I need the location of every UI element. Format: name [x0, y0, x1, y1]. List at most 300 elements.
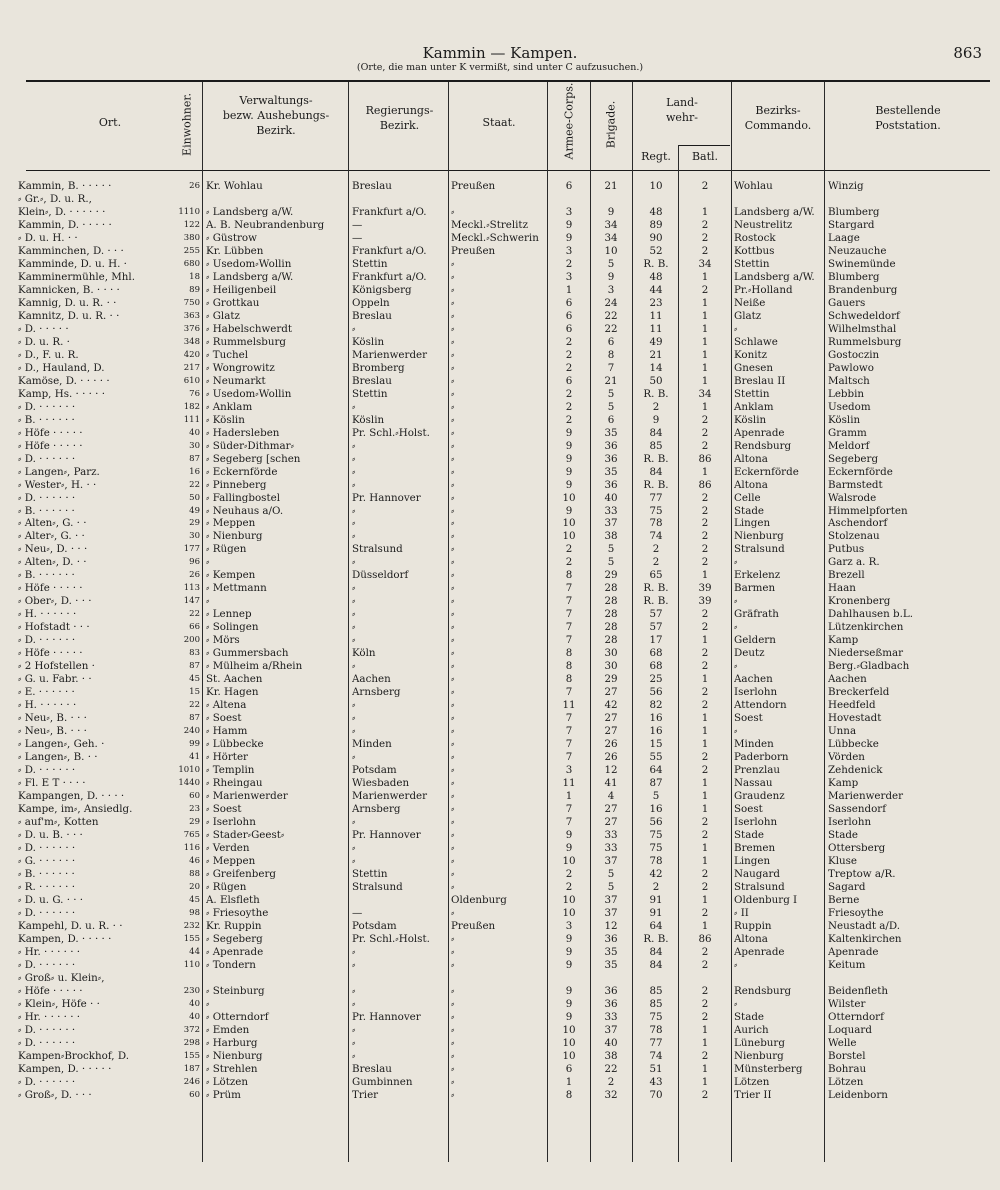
- administrative-district-cell: ⸗ Prüm: [206, 1088, 241, 1101]
- army-corps-cell: 1: [565, 790, 573, 803]
- government-district-cell: ⸗: [352, 841, 356, 854]
- landwehr-battalion-cell: 2: [701, 1010, 709, 1023]
- place-name-cell: ⸗ Neu⸗, B. · · ·: [18, 712, 87, 725]
- government-district-cell: ⸗: [352, 478, 356, 491]
- administrative-district-cell: ⸗ Lübbecke: [206, 738, 264, 751]
- administrative-district-cell: ⸗ Neuhaus a/O.: [206, 504, 284, 517]
- state-cell: ⸗: [451, 1075, 455, 1088]
- state-cell: ⸗: [451, 569, 455, 582]
- landwehr-battalion-cell: 86: [698, 452, 712, 465]
- landwehr-regiment-cell: 15: [649, 738, 663, 751]
- landwehr-battalion-cell: 1: [701, 841, 709, 854]
- population-cell: 46: [189, 855, 200, 866]
- post-station-cell: Borstel: [828, 1049, 866, 1062]
- table-row: [0, 310, 1000, 323]
- post-station-cell: Kronenberg: [828, 595, 891, 608]
- district-command-cell: Rendsburg: [734, 984, 792, 997]
- district-command-cell: Stettin: [734, 387, 770, 400]
- state-cell: Meckl.⸗Strelitz: [451, 218, 528, 231]
- administrative-district-cell: ⸗ Meppen: [206, 854, 256, 867]
- place-name-cell: Kampangen, D. · · · ·: [18, 790, 125, 803]
- landwehr-regiment-cell: 84: [649, 958, 663, 971]
- government-district-cell: Stettin: [352, 867, 388, 880]
- table-row: [0, 803, 1000, 816]
- government-district-cell: Frankfurt a/O.: [352, 270, 427, 283]
- table-row: [0, 271, 1000, 284]
- table-row: [0, 998, 1000, 1011]
- government-district-cell: ⸗: [352, 712, 356, 725]
- landwehr-battalion-cell: 2: [701, 556, 709, 569]
- landwehr-battalion-cell: 1: [701, 270, 709, 283]
- population-cell: 155: [183, 933, 200, 944]
- administrative-district-cell: ⸗ Lötzen: [206, 1075, 249, 1088]
- state-cell: Preußen: [451, 180, 496, 192]
- state-cell: ⸗: [451, 452, 455, 465]
- post-station-cell: Hovestadt: [828, 712, 882, 725]
- landwehr-regiment-cell: 11: [649, 309, 663, 322]
- population-cell: 98: [189, 907, 200, 918]
- table-row: [0, 816, 1000, 829]
- army-corps-cell: 9: [565, 1010, 573, 1023]
- page-number: 863: [953, 44, 982, 62]
- place-name-cell: Kamminchen, D. · · ·: [18, 244, 124, 257]
- post-station-cell: Himmelpforten: [828, 504, 908, 517]
- table-row: [0, 569, 1000, 582]
- brigade-cell: 8: [607, 348, 615, 361]
- landwehr-regiment-cell: 16: [649, 725, 663, 738]
- landwehr-regiment-cell: 50: [649, 374, 663, 387]
- state-cell: ⸗: [451, 543, 455, 556]
- place-name-cell: ⸗ Alten⸗, D. · ·: [18, 556, 87, 569]
- landwehr-battalion-cell: 2: [701, 764, 709, 777]
- army-corps-cell: 1: [565, 1075, 573, 1088]
- col-header-brigade: Brigade.: [604, 100, 618, 149]
- landwehr-battalion-cell: 1: [701, 309, 709, 322]
- col-header-ort: Ort.: [98, 116, 122, 129]
- brigade-cell: 28: [604, 595, 618, 608]
- army-corps-cell: 7: [565, 712, 573, 725]
- administrative-district-cell: ⸗ Solingen: [206, 621, 259, 634]
- table-row: [0, 907, 1000, 920]
- table-row: [0, 245, 1000, 258]
- table-row: [0, 336, 1000, 349]
- brigade-cell: 27: [604, 686, 618, 699]
- army-corps-cell: 2: [565, 348, 573, 361]
- district-command-cell: ⸗: [734, 660, 738, 673]
- post-station-cell: Vörden: [828, 751, 865, 764]
- administrative-district-cell: ⸗ Landsberg a/W.: [206, 205, 294, 218]
- state-cell: ⸗: [451, 504, 455, 517]
- state-cell: ⸗: [451, 841, 455, 854]
- government-district-cell: Köslin: [352, 413, 385, 426]
- state-cell: ⸗: [451, 816, 455, 829]
- population-cell: 40: [189, 1011, 200, 1022]
- place-name-cell: ⸗ B. · · · · · ·: [18, 867, 75, 880]
- state-cell: ⸗: [451, 608, 455, 621]
- brigade-cell: 36: [604, 478, 618, 491]
- place-name-cell: ⸗ D. · · · · · ·: [18, 1036, 76, 1049]
- district-command-cell: Rendsburg: [734, 439, 792, 452]
- place-name-cell: ⸗ Klein⸗, Höfe · ·: [18, 997, 100, 1010]
- district-command-cell: Barmen: [734, 582, 776, 595]
- table-row: [0, 232, 1000, 245]
- district-command-cell: Glatz: [734, 309, 762, 322]
- army-corps-cell: 10: [562, 893, 576, 906]
- state-cell: ⸗: [451, 803, 455, 816]
- population-cell: 26: [189, 570, 200, 581]
- landwehr-battalion-cell: 1: [701, 803, 709, 816]
- district-command-cell: Breslau II: [734, 374, 786, 387]
- place-name-cell: Kamnicken, B. · · · ·: [18, 283, 120, 296]
- landwehr-battalion-cell: 1: [701, 1075, 709, 1088]
- army-corps-cell: 10: [562, 517, 576, 530]
- brigade-cell: 36: [604, 452, 618, 465]
- post-station-cell: Berg.⸗Gladbach: [828, 660, 910, 673]
- landwehr-battalion-cell: 2: [701, 180, 709, 192]
- brigade-cell: 34: [604, 231, 618, 244]
- district-command-cell: Lötzen: [734, 1075, 770, 1088]
- landwehr-battalion-cell: 1: [701, 777, 709, 790]
- army-corps-cell: 10: [562, 491, 576, 504]
- post-station-cell: Gramm: [828, 426, 867, 439]
- government-district-cell: ⸗: [352, 582, 356, 595]
- place-name-cell: ⸗ Hr. · · · · · ·: [18, 945, 81, 958]
- army-corps-cell: 10: [562, 1049, 576, 1062]
- state-cell: Preußen: [451, 244, 496, 257]
- place-name-cell: ⸗ B. · · · · · ·: [18, 504, 75, 517]
- state-cell: ⸗: [451, 1049, 455, 1062]
- administrative-district-cell: ⸗ Neumarkt: [206, 374, 266, 387]
- place-name-cell: ⸗ D. u. H. · ·: [18, 231, 78, 244]
- government-district-cell: Arnsberg: [352, 686, 401, 699]
- landwehr-battalion-cell: 2: [701, 244, 709, 257]
- army-corps-cell: 8: [565, 660, 573, 673]
- administrative-district-cell: ⸗ Altena: [206, 699, 247, 712]
- state-cell: ⸗: [451, 867, 455, 880]
- district-command-cell: Iserlohn: [734, 816, 778, 829]
- landwehr-battalion-cell: 1: [701, 374, 709, 387]
- population-cell: 89: [189, 284, 200, 295]
- brigade-cell: 33: [604, 504, 618, 517]
- table-row: [0, 323, 1000, 336]
- landwehr-battalion-cell: 2: [701, 984, 709, 997]
- administrative-district-cell: ⸗ Nienburg: [206, 1049, 263, 1062]
- landwehr-regiment-cell: 84: [649, 426, 663, 439]
- brigade-cell: 9: [607, 205, 615, 218]
- landwehr-regiment-cell: 11: [649, 322, 663, 335]
- brigade-cell: 30: [604, 660, 618, 673]
- population-cell: 50: [189, 492, 200, 503]
- landwehr-regiment-cell: 64: [649, 764, 663, 777]
- landwehr-battalion-cell: 2: [701, 958, 709, 971]
- army-corps-cell: 6: [565, 374, 573, 387]
- population-cell: 187: [183, 1063, 200, 1074]
- brigade-cell: 30: [604, 647, 618, 660]
- population-cell: 66: [189, 622, 200, 633]
- army-corps-cell: 2: [565, 543, 573, 556]
- table-row: [0, 738, 1000, 751]
- landwehr-battalion-cell: 2: [701, 816, 709, 829]
- district-command-cell: ⸗: [734, 621, 738, 634]
- landwehr-battalion-cell: 1: [701, 569, 709, 582]
- population-cell: 41: [189, 752, 200, 763]
- table-row: [0, 219, 1000, 232]
- state-cell: ⸗: [451, 932, 455, 945]
- landwehr-battalion-cell: 1: [701, 854, 709, 867]
- table-row: [0, 894, 1000, 907]
- army-corps-cell: 3: [565, 244, 573, 257]
- population-cell: 750: [183, 297, 200, 308]
- table-row: [0, 1089, 1000, 1102]
- table-row: [0, 920, 1000, 933]
- district-command-cell: Stade: [734, 504, 765, 517]
- place-name-cell: ⸗ D., Hauland, D.: [18, 361, 105, 374]
- administrative-district-cell: ⸗ Segeberg [schen: [206, 452, 301, 465]
- government-district-cell: Frankfurt a/O.: [352, 244, 427, 257]
- administrative-district-cell: ⸗ Hadersleben: [206, 426, 280, 439]
- table-row: [0, 725, 1000, 738]
- government-district-cell: Potsdam: [352, 919, 397, 932]
- place-name-cell: ⸗ Groß⸗ u. Klein⸗,: [18, 971, 105, 984]
- state-cell: ⸗: [451, 426, 455, 439]
- state-cell: ⸗: [451, 790, 455, 803]
- administrative-district-cell: ⸗ Pinneberg: [206, 478, 267, 491]
- landwehr-battalion-cell: 2: [701, 231, 709, 244]
- post-station-cell: Meldorf: [828, 439, 870, 452]
- army-corps-cell: 6: [565, 1062, 573, 1075]
- landwehr-regiment-cell: 57: [649, 621, 663, 634]
- brigade-cell: 2: [607, 1075, 615, 1088]
- government-district-cell: ⸗: [352, 751, 356, 764]
- col-header-batl: Batl.: [691, 150, 719, 163]
- brigade-cell: 34: [604, 218, 618, 231]
- landwehr-regiment-cell: 65: [649, 569, 663, 582]
- landwehr-battalion-cell: 1: [701, 1023, 709, 1036]
- place-name-cell: ⸗ D. · · · · · ·: [18, 452, 76, 465]
- place-name-cell: ⸗ B. · · · · · ·: [18, 569, 75, 582]
- army-corps-cell: 2: [565, 880, 573, 893]
- landwehr-regiment-cell: R. B.: [643, 582, 669, 595]
- place-name-cell: ⸗ Alten⸗, G. · ·: [18, 517, 87, 530]
- population-cell: 76: [189, 388, 200, 399]
- government-district-cell: Wiesbaden: [352, 777, 410, 790]
- table-row: [0, 466, 1000, 479]
- table-row: [0, 959, 1000, 972]
- population-cell: 765: [183, 830, 200, 840]
- district-command-cell: Apenrade: [734, 426, 785, 439]
- district-command-cell: Neiße: [734, 296, 766, 309]
- administrative-district-cell: ⸗ Mettmann: [206, 582, 267, 595]
- government-district-cell: ⸗: [352, 997, 356, 1010]
- district-command-cell: Neustrelitz: [734, 218, 793, 231]
- district-command-cell: Lingen: [734, 854, 771, 867]
- government-district-cell: Pr. Hannover: [352, 1010, 421, 1023]
- population-cell: 420: [183, 349, 200, 360]
- post-station-cell: Bohrau: [828, 1062, 867, 1075]
- landwehr-regiment-cell: 75: [649, 841, 663, 854]
- government-district-cell: Königsberg: [352, 283, 412, 296]
- government-district-cell: Stettin: [352, 387, 388, 400]
- table-row: [0, 1024, 1000, 1037]
- place-name-cell: ⸗ Neu⸗, D. · · ·: [18, 543, 88, 556]
- population-cell: 363: [183, 310, 200, 321]
- brigade-cell: 10: [604, 244, 618, 257]
- place-name-cell: Kampe, im⸗, Ansiedlg.: [18, 803, 133, 816]
- army-corps-cell: 9: [565, 984, 573, 997]
- administrative-district-cell: ⸗ Mülheim a/Rhein: [206, 660, 303, 673]
- post-station-cell: Stargard: [828, 218, 875, 231]
- table-row: [0, 440, 1000, 453]
- army-corps-cell: 7: [565, 595, 573, 608]
- brigade-cell: 5: [607, 867, 615, 880]
- brigade-cell: 36: [604, 984, 618, 997]
- district-command-cell: Nassau: [734, 777, 773, 790]
- place-name-cell: ⸗ D. u. B. · · ·: [18, 829, 83, 841]
- administrative-district-cell: ⸗ Templin: [206, 764, 255, 777]
- landwehr-regiment-cell: 5: [652, 790, 660, 803]
- government-district-cell: ⸗: [352, 945, 356, 958]
- post-station-cell: Brandenburg: [828, 283, 898, 296]
- col-header-regierung: Regierungs- Bezirk.: [365, 104, 434, 132]
- post-station-cell: Zehdenick: [828, 764, 883, 777]
- landwehr-battalion-cell: 2: [701, 218, 709, 231]
- table-row: [0, 842, 1000, 855]
- state-cell: ⸗: [451, 465, 455, 478]
- table-row: [0, 647, 1000, 660]
- army-corps-cell: 7: [565, 686, 573, 699]
- table-row: [0, 673, 1000, 686]
- army-corps-cell: 10: [562, 1036, 576, 1049]
- administrative-district-cell: ⸗ Anklam: [206, 400, 253, 413]
- state-cell: ⸗: [451, 1010, 455, 1023]
- post-station-cell: Blumberg: [828, 205, 880, 218]
- population-cell: 182: [183, 401, 200, 412]
- post-station-cell: Sagard: [828, 880, 866, 893]
- table-row: [0, 777, 1000, 790]
- place-name-cell: Kammin, D. · · · · ·: [18, 218, 112, 231]
- landwehr-battalion-cell: 2: [701, 283, 709, 296]
- army-corps-cell: 10: [562, 906, 576, 919]
- landwehr-regiment-cell: 75: [649, 504, 663, 517]
- brigade-cell: 5: [607, 387, 615, 400]
- state-cell: ⸗: [451, 400, 455, 413]
- administrative-district-cell: A. Elsfleth: [206, 893, 260, 906]
- post-station-cell: Maltsch: [828, 374, 870, 387]
- state-cell: Meckl.⸗Schwerin: [451, 231, 539, 244]
- population-cell: 88: [189, 868, 200, 879]
- brigade-cell: 12: [604, 919, 618, 932]
- table-row: [0, 595, 1000, 608]
- landwehr-battalion-cell: 1: [701, 1036, 709, 1049]
- landwehr-battalion-cell: 2: [701, 906, 709, 919]
- landwehr-regiment-cell: 68: [649, 647, 663, 660]
- government-district-cell: ⸗: [352, 660, 356, 673]
- landwehr-battalion-cell: 2: [701, 413, 709, 426]
- landwehr-regiment-cell: 21: [649, 348, 663, 361]
- post-station-cell: Stade: [828, 829, 859, 841]
- place-name-cell: Kampehl, D. u. R. · ·: [18, 919, 123, 932]
- landwehr-regiment-cell: 84: [649, 945, 663, 958]
- brigade-cell: 37: [604, 854, 618, 867]
- district-command-cell: Deutz: [734, 647, 765, 660]
- administrative-district-cell: ⸗ Strehlen: [206, 1062, 258, 1075]
- army-corps-cell: 10: [562, 1023, 576, 1036]
- post-station-cell: Haan: [828, 582, 856, 595]
- table-row: [0, 505, 1000, 518]
- administrative-district-cell: ⸗ Eckernförde: [206, 465, 278, 478]
- table-row: [0, 621, 1000, 634]
- state-cell: ⸗: [451, 699, 455, 712]
- post-station-cell: Wilster: [828, 997, 866, 1010]
- army-corps-cell: 6: [565, 180, 573, 192]
- table-row: [0, 829, 1000, 842]
- landwehr-regiment-cell: 49: [649, 335, 663, 348]
- state-cell: ⸗: [451, 725, 455, 738]
- brigade-cell: 22: [604, 1062, 618, 1075]
- post-station-cell: Dahlhausen b.L.: [828, 608, 913, 621]
- col-header-staat: Staat.: [482, 116, 516, 129]
- army-corps-cell: 1: [565, 283, 573, 296]
- brigade-cell: 37: [604, 906, 618, 919]
- government-district-cell: Pr. Hannover: [352, 829, 421, 841]
- post-station-cell: Winzig: [828, 180, 864, 192]
- administrative-district-cell: ⸗ Friesoythe: [206, 906, 269, 919]
- landwehr-regiment-cell: 57: [649, 608, 663, 621]
- brigade-cell: 35: [604, 465, 618, 478]
- table-row: [0, 855, 1000, 868]
- government-district-cell: ⸗: [352, 816, 356, 829]
- army-corps-cell: 7: [565, 725, 573, 738]
- place-name-cell: Kamminde, D. u. H. ·: [18, 257, 127, 270]
- landwehr-battalion-cell: 2: [701, 686, 709, 699]
- government-district-cell: ⸗: [352, 725, 356, 738]
- government-district-cell: Breslau: [352, 1062, 392, 1075]
- landwehr-subheader-rule: [678, 145, 730, 146]
- place-name-cell: ⸗ H. · · · · · ·: [18, 608, 77, 621]
- administrative-district-cell: ⸗ Soest: [206, 712, 242, 725]
- state-cell: Preußen: [451, 919, 496, 932]
- state-cell: ⸗: [451, 439, 455, 452]
- administrative-district-cell: ⸗ Usedom⸗Wollin: [206, 387, 292, 400]
- population-cell: 147: [183, 596, 200, 607]
- landwehr-regiment-cell: 91: [649, 906, 663, 919]
- brigade-cell: 6: [607, 335, 615, 348]
- post-station-cell: Welle: [828, 1036, 857, 1049]
- post-station-cell: Lebbin: [828, 387, 865, 400]
- place-name-cell: ⸗ D. · · · · · ·: [18, 764, 76, 777]
- government-district-cell: ⸗: [352, 322, 356, 335]
- brigade-cell: 37: [604, 517, 618, 530]
- landwehr-regiment-cell: 77: [649, 1036, 663, 1049]
- brigade-cell: 40: [604, 1036, 618, 1049]
- post-station-cell: Unna: [828, 725, 857, 738]
- district-command-cell: Iserlohn: [734, 686, 778, 699]
- brigade-cell: 26: [604, 751, 618, 764]
- army-corps-cell: 6: [565, 309, 573, 322]
- post-station-cell: Garz a. R.: [828, 556, 880, 569]
- table-row: [0, 1037, 1000, 1050]
- landwehr-regiment-cell: 56: [649, 686, 663, 699]
- government-district-cell: Breslau: [352, 180, 392, 192]
- brigade-cell: 33: [604, 1010, 618, 1023]
- population-cell: 246: [183, 1076, 200, 1087]
- brigade-cell: 35: [604, 945, 618, 958]
- administrative-district-cell: Kr. Wohlau: [206, 180, 263, 192]
- post-station-cell: Marienwerder: [828, 790, 904, 803]
- district-command-cell: Ruppin: [734, 919, 772, 932]
- brigade-cell: 22: [604, 322, 618, 335]
- landwehr-battalion-cell: 2: [701, 426, 709, 439]
